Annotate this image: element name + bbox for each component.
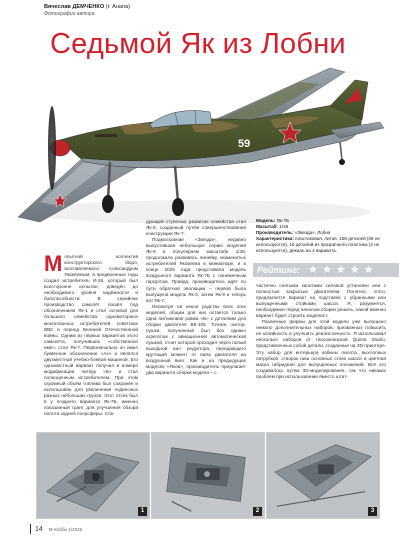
paragraph: Подмосковная «Звезда», недавно выпустившая небольшую серию моделей Як-9 в популярном масштабе 1/48, продолжила развивать линейку знаменитых истребителей Яковлева в миниатюре, и в конце 2025 года представила модель воздушного варианта Як-7Б с пониженным гаргротом. Правда, производитель идёт по пути обратной эволюции – первой была выпущена модель Як-3, затем Як-9 и теперь вот Як-7. bbox=[146, 237, 246, 303]
article-column-3 bbox=[256, 283, 386, 380]
article-column-1 bbox=[44, 251, 138, 417]
photo-credit: Фотографии автора bbox=[44, 11, 95, 17]
spec-row-description: Характеристика: пластиковая, литая, 158 деталей (36 не используются), 16 деталей из прозрачного пластика (4 не используются), декаль на 4 варианта. bbox=[256, 236, 380, 253]
paragraph: опытной коллектив конструкторского бюро, возглавляемого Александром Яковлевым, в предвоенные годы создал истребитель И-26, который был всесторонне испытан, доведён до необходимого уровня надёжности и боеспособности. В серийное производство самолёт пошёл под обозначением Як-1 и стал основой для большого семейства одномоторных монопланных истребителей советских ВВС в период Великой Отечественной войны. Одним из первых вариантов этого самолёта, получивших «собственное имя», стал Як-7. Первоначально он имел буквенное обозначение «Ах» и являлся двухместной учебно-боевой машиной. Его одноместный вариант получил в номере модификации литеру «Б» и стал полноценным истребителем. При этом огромный объём топлива был сохранён и использован для увеличения подвесных разных небольших грузов. Этот отсек был в у позднего варианта Як-7Б, именно показанный грант для улучшения обзора пилота задней полусферы. Сле- bbox=[44, 254, 138, 417]
page-number: 14 bbox=[34, 525, 43, 533]
spec-box bbox=[256, 218, 396, 254]
aircraft-number: 59 bbox=[238, 138, 251, 150]
article-title: Седьмой Як из Лобни bbox=[50, 28, 346, 60]
photo-number: 3 bbox=[368, 507, 377, 516]
page-footer bbox=[30, 524, 82, 534]
article-column-2 bbox=[146, 219, 246, 376]
star-icon: ★ bbox=[335, 263, 346, 276]
detail-photo-3 bbox=[266, 432, 380, 519]
footer-divider bbox=[30, 524, 31, 534]
author-city: (г. Анапа) bbox=[105, 4, 131, 10]
spec-row-manufacturer: Производитель: «Звезда», Лобня bbox=[256, 230, 331, 235]
rating-label: Рейтинг: bbox=[257, 265, 301, 275]
byline bbox=[44, 4, 130, 18]
hero-aircraft-photo bbox=[0, 62, 402, 238]
spec-row-scale: Масштаб: 1/48 bbox=[256, 224, 289, 229]
paragraph: Различные фирмы для этой модели уже выпущено немало дополнительных наборов, призванных повысить ее копийность и улучшить реалистичность. Я использовал несколько наборов от тихоокеанской Quinta Studio, представленных собой детали, созданные на 3D-принтере. Эту набор для интерьера кабины пилота, выхлопных патрубков, створок ниш основных стоек шасси и цветная маска гибридная для выпущенных положений. Всё это создавалось путем 3D-моделирования, так что никаких проблем при использовании вместо штат- bbox=[256, 319, 386, 379]
star-icon: ★ bbox=[363, 263, 374, 276]
star-icon: ★ bbox=[308, 263, 318, 276]
star-icon: ★ bbox=[349, 263, 360, 276]
paragraph: частично снятыми капотами силовой установки или с полностью закрытым двигателем. Понятно, этого, предлагается вариант на подставке с убранными или выпущенными стойками шасси. Я, разумеется, необходимое перед началом сборки решить, какой именно вариант будет строить моделист. bbox=[256, 283, 386, 319]
photo-number: 1 bbox=[138, 507, 147, 516]
rating-bar bbox=[253, 263, 399, 277]
paragraph: дующей ступенью развития семейства стал Як-9, созданный путём совершенствования конструкции Як-7. bbox=[146, 219, 246, 237]
detail-photo-2 bbox=[151, 432, 265, 519]
paragraph: Несмотря на некое родство всех этих моделей, общим для них остается только одна литниковая рамка «Б» с деталями для сборки двигателя ВК-105. Точнее, мотор-пушка, полученный был без однако агрегатом с авиационной автоматической пушкой, стоит которой проходил через полый выходной вал редуктора, передающего крутящий момент от вала двигателя на воздушный винт. Как и на предыдущих моделях «Яков», производитель предлагает два варианта сборки модели – с bbox=[146, 303, 246, 376]
detail-photo-1 bbox=[36, 432, 150, 519]
photo-number: 2 bbox=[253, 507, 262, 516]
star-icon: ★ bbox=[322, 263, 332, 276]
spec-row-model: Модель: Як-7Б bbox=[256, 218, 290, 223]
issue-label: М-Хобби 1/2026 bbox=[48, 526, 83, 532]
author-name: Вячеслав ДЕМЧЕНКО bbox=[44, 4, 105, 10]
drop-cap: М bbox=[44, 251, 63, 276]
